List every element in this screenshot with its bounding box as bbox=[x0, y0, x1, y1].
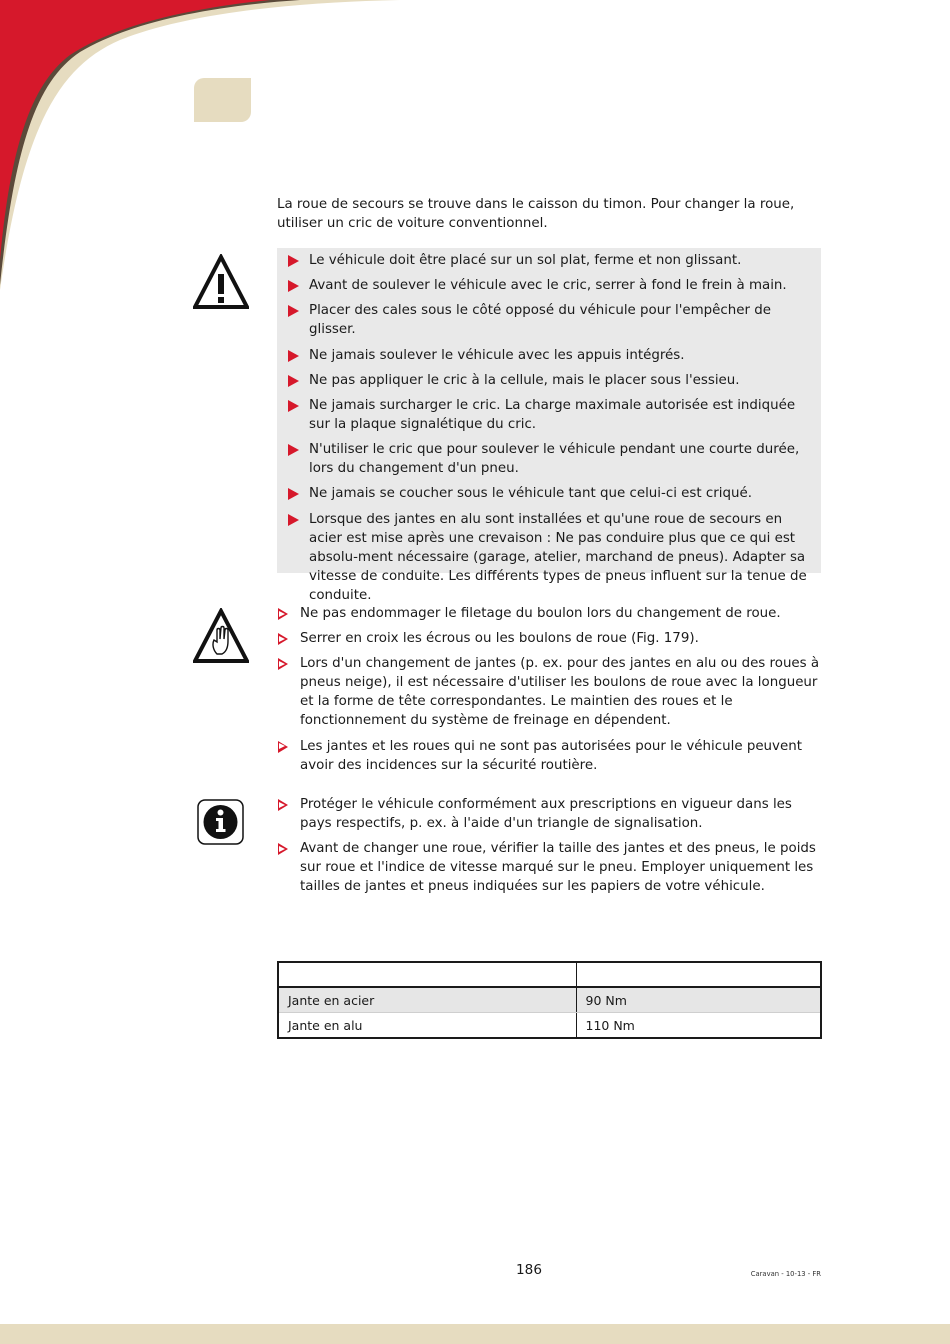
doc-code: Caravan - 10-13 - FR bbox=[750, 1270, 821, 1278]
info-item: Protéger le véhicule conformément aux prescriptions en vigueur dans les pays respectifs, p. ex. à l'aide d'un triangle de signalisation. bbox=[277, 795, 822, 833]
warning-item: N'utiliser le cric que pour soulever le véhicule pendant une courte durée, lors du changement d'un pneu. bbox=[287, 440, 811, 478]
torque-table-header bbox=[278, 962, 821, 987]
table-cell: Jante en acier bbox=[278, 987, 576, 1013]
warning-item: Le véhicule doit être placé sur un sol plat, ferme et non glissant. bbox=[287, 251, 811, 270]
table-cell: 90 Nm bbox=[576, 987, 821, 1013]
warning-triangle-icon bbox=[193, 254, 249, 310]
warning-item: Ne jamais soulever le véhicule avec les appuis intégrés. bbox=[287, 346, 811, 365]
warning-item: Ne jamais se coucher sous le véhicule tant que celui-ci est criqué. bbox=[287, 484, 811, 503]
warning-item: Ne pas appliquer le cric à la cellule, mais le placer sous l'essieu. bbox=[287, 371, 811, 390]
table-cell: 110 Nm bbox=[585, 1017, 635, 1033]
caution-list bbox=[277, 604, 822, 781]
header-cell bbox=[576, 962, 821, 987]
warning-list bbox=[287, 251, 811, 605]
caution-item: Ne pas endommager le filetage du boulon lors du changement de roue. bbox=[277, 604, 822, 623]
warning-item: Avant de soulever le véhicule avec le cric, serrer à fond le frein à main. bbox=[287, 276, 811, 295]
warning-box bbox=[277, 248, 821, 603]
table-row bbox=[278, 987, 821, 1013]
intro-paragraph: La roue de secours se trouve dans le caisson du timon. Pour changer la roue, utiliser un cric de voiture conventionnel. bbox=[277, 197, 795, 231]
warning-item: Ne jamais surcharger le cric. La charge maximale autorisée est indiquée sur la plaque signalétique du cric. bbox=[287, 396, 811, 434]
torque-table bbox=[277, 961, 822, 1039]
info-icon bbox=[197, 799, 244, 845]
table-cell: Jante en alu bbox=[278, 1013, 576, 1039]
bottom-band bbox=[0, 1324, 950, 1344]
info-list bbox=[277, 795, 822, 902]
chapter-tab bbox=[194, 78, 251, 122]
warning-item: Placer des cales sous le côté opposé du véhicule pour l'empêcher de glisser. bbox=[287, 301, 811, 339]
page-number: 186 bbox=[516, 1262, 542, 1278]
header-cell bbox=[278, 962, 576, 987]
info-item: Avant de changer une roue, vérifier la taille des jantes et des pneus, le poids sur roue et l'indice de vitesse marqué sur le pneu. Employer uniquement les tailles de jantes et pneus indiquées sur les papiers de votre véhicule. bbox=[277, 839, 822, 896]
warning-item: Lorsque des jantes en alu sont installées et qu'une roue de secours en acier est mise après une crevaison : Ne pas conduire plus que ce qui est absolu-ment nécessaire (garage, atelier, marchand de pneus). Adapter sa vitesse de conduite. Les différents types de pneus influent sur la tenue de conduite. bbox=[287, 510, 811, 605]
caution-item: Lors d'un changement de jantes (p. ex. pour des jantes en alu ou des roues à pneus neige), il est nécessaire d'utiliser les boulons de roue avec la longueur et la forme de tête correspondantes. Le maintien des roues et le fonctionnement du système de freinage en dépendent. bbox=[277, 654, 822, 730]
corner-swoosh-graphic bbox=[0, 0, 400, 290]
caution-item: Les jantes et les roues qui ne sont pas autorisées pour le véhicule peuvent avoir des incidences sur la sécurité routière. bbox=[277, 737, 822, 775]
caution-hand-triangle-icon bbox=[193, 608, 249, 664]
caution-item: Serrer en croix les écrous ou les boulons de roue (Fig. 179). bbox=[277, 629, 822, 648]
table-row bbox=[278, 1013, 821, 1039]
